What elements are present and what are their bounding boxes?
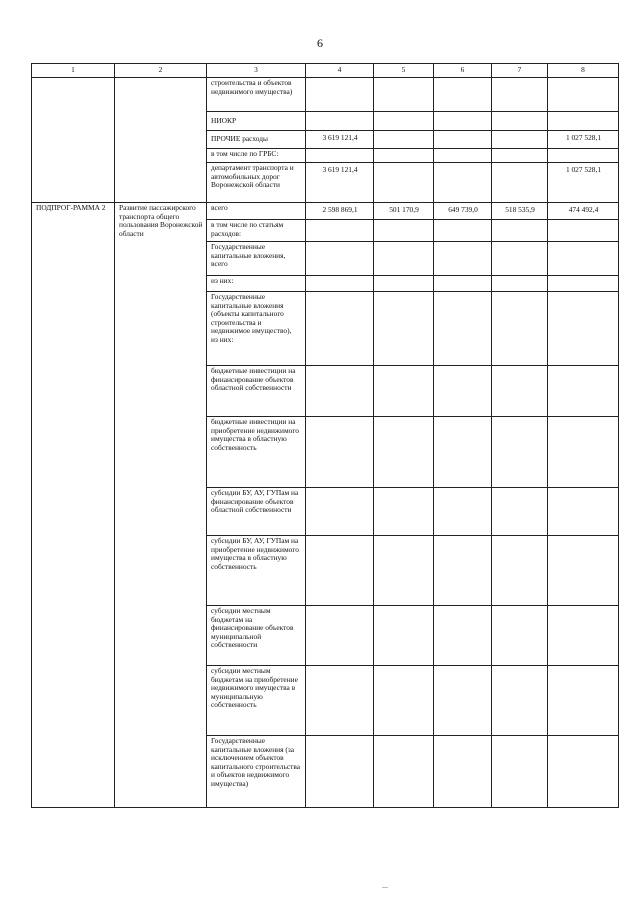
- row-label: субсидии БУ, АУ, ГУПам на финансирование объектов областной собственности: [207, 488, 306, 536]
- value-cell: [374, 488, 434, 536]
- row-label: бюджетные инвестиции на приобретение недвижимого имущества в областную собственность: [207, 417, 306, 488]
- row-label-main: Государственные капитальные вложения (объекты капитального строительства и недвижимое имущество),: [211, 292, 292, 336]
- row-label: в том числе по статьям расходов:: [207, 220, 306, 242]
- value-cell: [548, 292, 619, 366]
- value-cell: [492, 149, 548, 163]
- subprogram-code: ПОДПРОГ-РАММА 2: [32, 203, 115, 808]
- row-label: в том числе по ГРБС:: [207, 149, 306, 163]
- value-cell: [306, 242, 374, 276]
- column-header: 8: [548, 64, 619, 78]
- row-label: субсидии местным бюджетам на финансирование объектов муниципальной собственности: [207, 606, 306, 666]
- value-cell: 3 619 121,4: [306, 163, 374, 203]
- row-label: субсидии БУ, АУ, ГУПам на приобретение недвижимого имущества в областную собственность: [207, 536, 306, 606]
- value-cell: [492, 276, 548, 292]
- value-cell: [306, 417, 374, 488]
- subprogram-name: Развитие пассажирского транспорта общего пользования Воронежской области: [115, 203, 207, 808]
- value-cell: 474 492,4: [548, 203, 619, 220]
- value-cell: [306, 276, 374, 292]
- value-cell: 3 619 121,4: [306, 131, 374, 149]
- value-cell: [434, 149, 492, 163]
- value-cell: [374, 536, 434, 606]
- table-row: [32, 78, 619, 112]
- value-cell: [306, 220, 374, 242]
- value-cell: [434, 606, 492, 666]
- value-cell: [492, 606, 548, 666]
- value-cell: [434, 417, 492, 488]
- value-cell: [306, 488, 374, 536]
- value-cell: [434, 366, 492, 417]
- empty-name-cell: [115, 78, 207, 203]
- value-cell: [434, 488, 492, 536]
- value-cell: [548, 220, 619, 242]
- value-cell: [548, 276, 619, 292]
- column-header: 6: [434, 64, 492, 78]
- row-label: субсидии местным бюджетам на приобретение недвижимого имущества в муниципальную собственность: [207, 666, 306, 736]
- value-cell: [434, 666, 492, 736]
- column-header: 2: [115, 64, 207, 78]
- table-row: [32, 203, 619, 220]
- value-cell: [434, 220, 492, 242]
- row-label-sub: из них:: [211, 334, 234, 344]
- value-cell: [434, 112, 492, 131]
- row-label: [207, 292, 306, 366]
- value-cell: [374, 78, 434, 112]
- value-cell: [548, 736, 619, 808]
- value-cell: [492, 131, 548, 149]
- row-label: Государственные капитальные вложения (за исключением объектов капитального строительства и объектов недвижимого имущества): [207, 736, 306, 808]
- column-header: 7: [492, 64, 548, 78]
- value-cell: [434, 292, 492, 366]
- value-cell: 1 027 528,1: [548, 163, 619, 203]
- column-header: 1: [32, 64, 115, 78]
- value-cell: [434, 78, 492, 112]
- row-label: строительства и объектов недвижимого имущества): [207, 78, 306, 112]
- value-cell: [434, 276, 492, 292]
- value-cell: [306, 78, 374, 112]
- value-cell: [548, 78, 619, 112]
- value-cell: [374, 220, 434, 242]
- value-cell: [374, 736, 434, 808]
- value-cell: [374, 276, 434, 292]
- row-label: департамент транспорта и автомобильных дорог Воронежской области: [207, 163, 306, 203]
- value-cell: [374, 606, 434, 666]
- row-label: ПРОЧИЕ расходы: [207, 131, 306, 149]
- value-cell: [492, 242, 548, 276]
- value-cell: [434, 736, 492, 808]
- row-label: НИОКР: [207, 112, 306, 131]
- value-cell: 501 170,9: [374, 203, 434, 220]
- row-label: из них:: [207, 276, 306, 292]
- value-cell: [374, 131, 434, 149]
- value-cell: [492, 417, 548, 488]
- value-cell: [492, 220, 548, 242]
- value-cell: [306, 606, 374, 666]
- value-cell: [492, 292, 548, 366]
- value-cell: [306, 666, 374, 736]
- value-cell: [492, 112, 548, 131]
- row-label: всего: [207, 203, 306, 220]
- value-cell: [492, 366, 548, 417]
- value-cell: [492, 488, 548, 536]
- value-cell: [492, 78, 548, 112]
- value-cell: [374, 163, 434, 203]
- value-cell: [374, 292, 434, 366]
- value-cell: [548, 366, 619, 417]
- value-cell: [492, 163, 548, 203]
- value-cell: [492, 536, 548, 606]
- row-label: бюджетные инвестиции на финансирование объектов областной собственности: [207, 366, 306, 417]
- value-cell: 1 027 528,1: [548, 131, 619, 149]
- column-header: 5: [374, 64, 434, 78]
- empty-code-cell: [32, 78, 115, 203]
- table-header: [32, 64, 619, 78]
- value-cell: [374, 242, 434, 276]
- value-cell: [548, 417, 619, 488]
- column-header: 4: [306, 64, 374, 78]
- value-cell: [374, 366, 434, 417]
- value-cell: [548, 666, 619, 736]
- value-cell: [548, 242, 619, 276]
- value-cell: [434, 536, 492, 606]
- value-cell: [306, 736, 374, 808]
- value-cell: [492, 736, 548, 808]
- value-cell: [492, 666, 548, 736]
- value-cell: [548, 112, 619, 131]
- value-cell: [306, 536, 374, 606]
- column-header: 3: [207, 64, 306, 78]
- value-cell: [306, 366, 374, 417]
- budget-table: [31, 63, 619, 808]
- value-cell: 649 739,0: [434, 203, 492, 220]
- value-cell: [548, 488, 619, 536]
- value-cell: [306, 149, 374, 163]
- value-cell: [434, 242, 492, 276]
- row-label: Государственные капитальные вложения, всего: [207, 242, 306, 276]
- value-cell: [306, 112, 374, 131]
- value-cell: [374, 149, 434, 163]
- value-cell: [374, 666, 434, 736]
- value-cell: [548, 606, 619, 666]
- value-cell: [306, 292, 374, 366]
- scan-mark: [382, 887, 388, 888]
- value-cell: [374, 112, 434, 131]
- value-cell: 518 535,9: [492, 203, 548, 220]
- value-cell: [434, 131, 492, 149]
- value-cell: [434, 163, 492, 203]
- value-cell: [374, 417, 434, 488]
- page-number: 6: [317, 36, 323, 50]
- value-cell: 2 598 869,1: [306, 203, 374, 220]
- value-cell: [548, 149, 619, 163]
- value-cell: [548, 536, 619, 606]
